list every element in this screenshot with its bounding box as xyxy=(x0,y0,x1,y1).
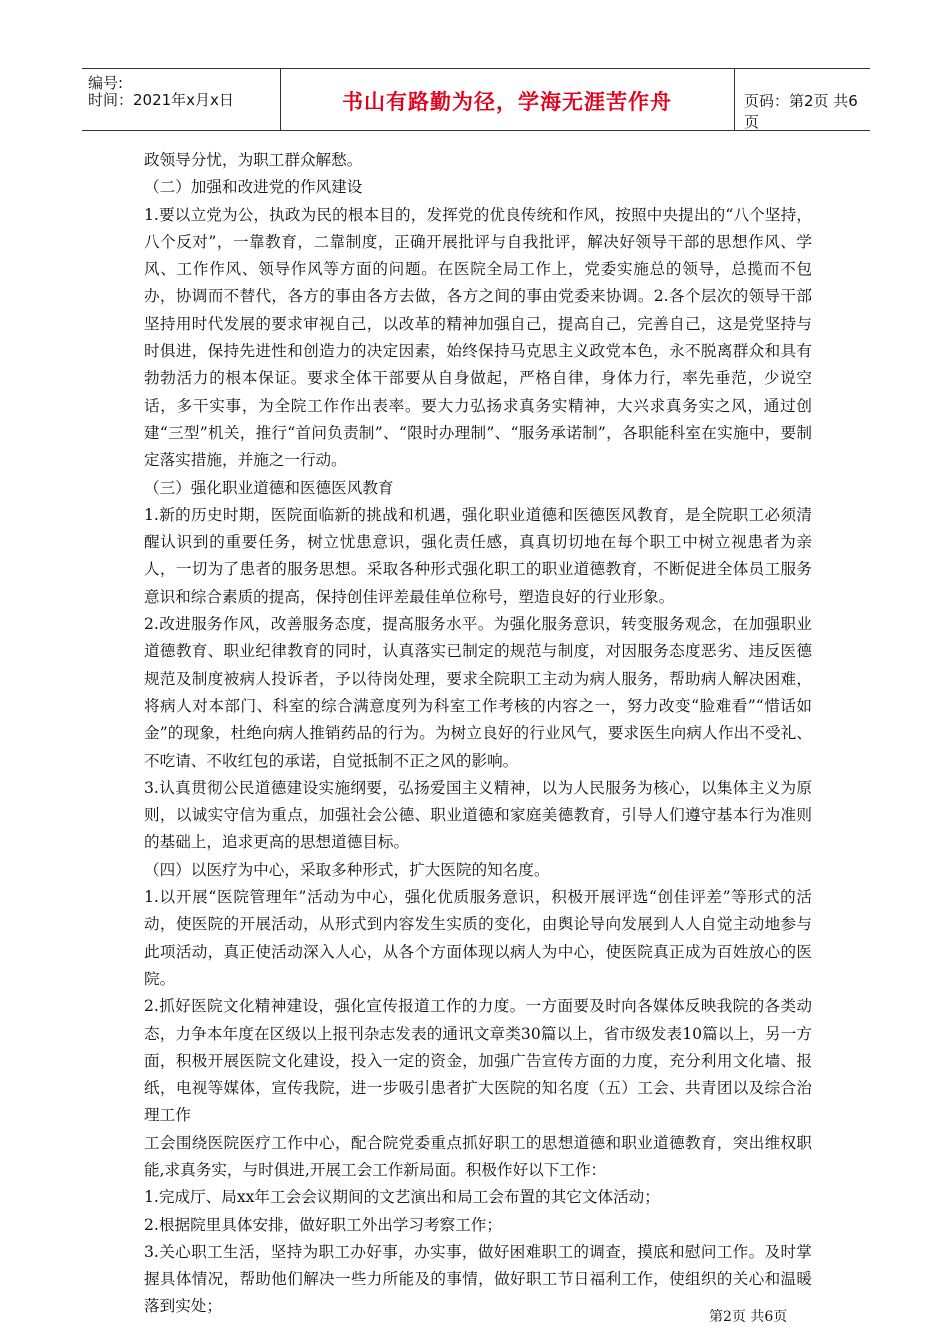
list-item: 3.关心职工生活，坚持为职工办好事，办实事，做好困难职工的调查，摸底和慰问工作。及时掌握具体情况，帮助他们解决一些力所能及的事情，做好职工节日福利工作，使组织的关心和温暖落到实处； xyxy=(144,1242,812,1316)
list-item: 2.根据院里具体安排，做好职工外出学习考察工作； xyxy=(144,1215,502,1234)
paragraph: 2.改进服务作风，改善服务态度，提高服务水平。为强化服务意识，转变服务观念，在加强职业道德教育、职业纪律教育的同时，认真落实已制定的规范与制度，对因服务态度恶劣、违反医德规范及制度被病人投诉者，予以待岗处理，要求全院职工主动为病人服务，帮助病人解决困难，将病人对本部门、科室的综合满意度列为科室工作考核的内容之一，努力改变“脸难看”“惜话如金”的现象，杜绝向病人推销药品的行为。为树立良好的行业风气，要求医生向病人作出不受礼、不吃请、不收红包的承诺，自觉抵制不正之风的影响。 xyxy=(144,615,812,770)
paragraph: 政领导分忧，为职工群众解愁。 xyxy=(144,151,363,169)
page-footer: 第2页 共6页 xyxy=(709,1309,788,1325)
header-page-cell xyxy=(734,69,870,130)
page-header xyxy=(82,68,870,131)
section-heading: （二）加强和改进党的作风建设 xyxy=(144,178,363,197)
paragraph: 1.以开展“医院管理年”活动为中心，强化优质服务意识，积极开展评选“创佳评差”等形式的活动，使医院的开展活动，从形式到内容发生实质的变化，由舆论导向发展到人人自觉主动地参与此项活动，真正使活动深入人心，从各个方面体现以病人为中心，使医院真正成为百姓放心的医院。 xyxy=(144,888,812,988)
paragraph: 2.抓好医院文化精神建设，强化宣传报道工作的力度。一方面要及时向各媒体反映我院的各类动态，力争本年度在区级以上报刊杂志发表的通讯文章类30篇以上，省市级发表10篇以上，另一方面，积极开展医院文化建设，投入一定的资金，加强广告宣传方面的力度，充分利用文化墙、报纸，电视等媒体，宣传我院，进一步吸引患者扩大医院的知名度（五）工会、共青团以及综合治理工作 xyxy=(144,997,812,1125)
header-motto: 书山有路勤为径，学海无涯苦作舟 xyxy=(342,90,672,114)
section-heading: （三）强化职业道德和医德医风教育 xyxy=(144,478,394,497)
paragraph: 1.要以立党为公，执政为民的根本目的，发挥党的优良传统和作风，按照中央提出的“八个坚持，八个反对”，一靠教育，二靠制度，正确开展批评与自我批评，解决好领导干部的思想作风、学风、工作作风、领导作风等方面的问题。在医院全局工作上，党委实施总的领导，总揽而不包办，协调而不替代，各方的事由各方去做，各方之间的事由党委来协调。2.各个层次的领导干部坚持用时代发展的要求审视自己，以改革的精神加强自己，提高自己，完善自己，这是党坚持与时俱进，保持先进性和创造力的决定因素，始终保持马克思主义政党本色，永不脱离群众和具有勃勃活力的根本保证。要求全体干部要从自身做起，严格自律，身体力行，率先垂范，少说空话，多干实事，为全院工作作出表率。要大力弘扬求真务实精神，大兴求真务实之风，通过创建“三型”机关，推行“首问负责制”、“限时办理制”、“服务承诺制”，各职能科室在实施中，要制定落实措施，并施之一行动。 xyxy=(144,205,812,470)
paragraph: 工会围绕医院医疗工作中心，配合院党委重点抓好职工的思想道德和职业道德教育，突出维权职能,求真务实，与时俱进,开展工会工作新局面。积极作好以下工作： xyxy=(144,1133,812,1179)
list-item: 1.完成厅、局xx年工会会议期间的文艺演出和局工会布置的其它文体活动； xyxy=(144,1188,660,1207)
document-number-label: 编号: xyxy=(88,74,124,92)
header-page-code: 页码：第2页 共6页 xyxy=(744,92,858,131)
paragraph: 1.新的历史时期，医院面临新的挑战和机遇，强化职业道德和医德医风教育，是全院职工必须清醒认识到的重要任务，树立忧患意识，强化责任感，真真切切地在每个职工中树立视患者为亲人，一切为了患者的服务思想。采取各种形式强化职工的职业道德教育，不断促进全体员工服务意识和综合素质的提高，保持创佳评差最佳单位称号，塑造良好的行业形象。 xyxy=(144,505,812,606)
header-meta xyxy=(82,69,281,130)
document-body xyxy=(144,147,812,1321)
paragraph: 3.认真贯彻公民道德建设实施纲要，弘扬爱国主义精神，以为人民服务为核心，以集体主义为原则，以诚实守信为重点，加强社会公德、职业道德和家庭美德教育，引导人们遵守基本行为准则的基础上，追求更高的思想道德目标。 xyxy=(144,778,812,852)
section-heading: （四）以医疗为中心，采取多种形式，扩大医院的知名度。 xyxy=(144,860,550,879)
document-date: 时间：2021年x月x日 xyxy=(88,91,234,109)
header-motto-cell xyxy=(280,69,735,130)
